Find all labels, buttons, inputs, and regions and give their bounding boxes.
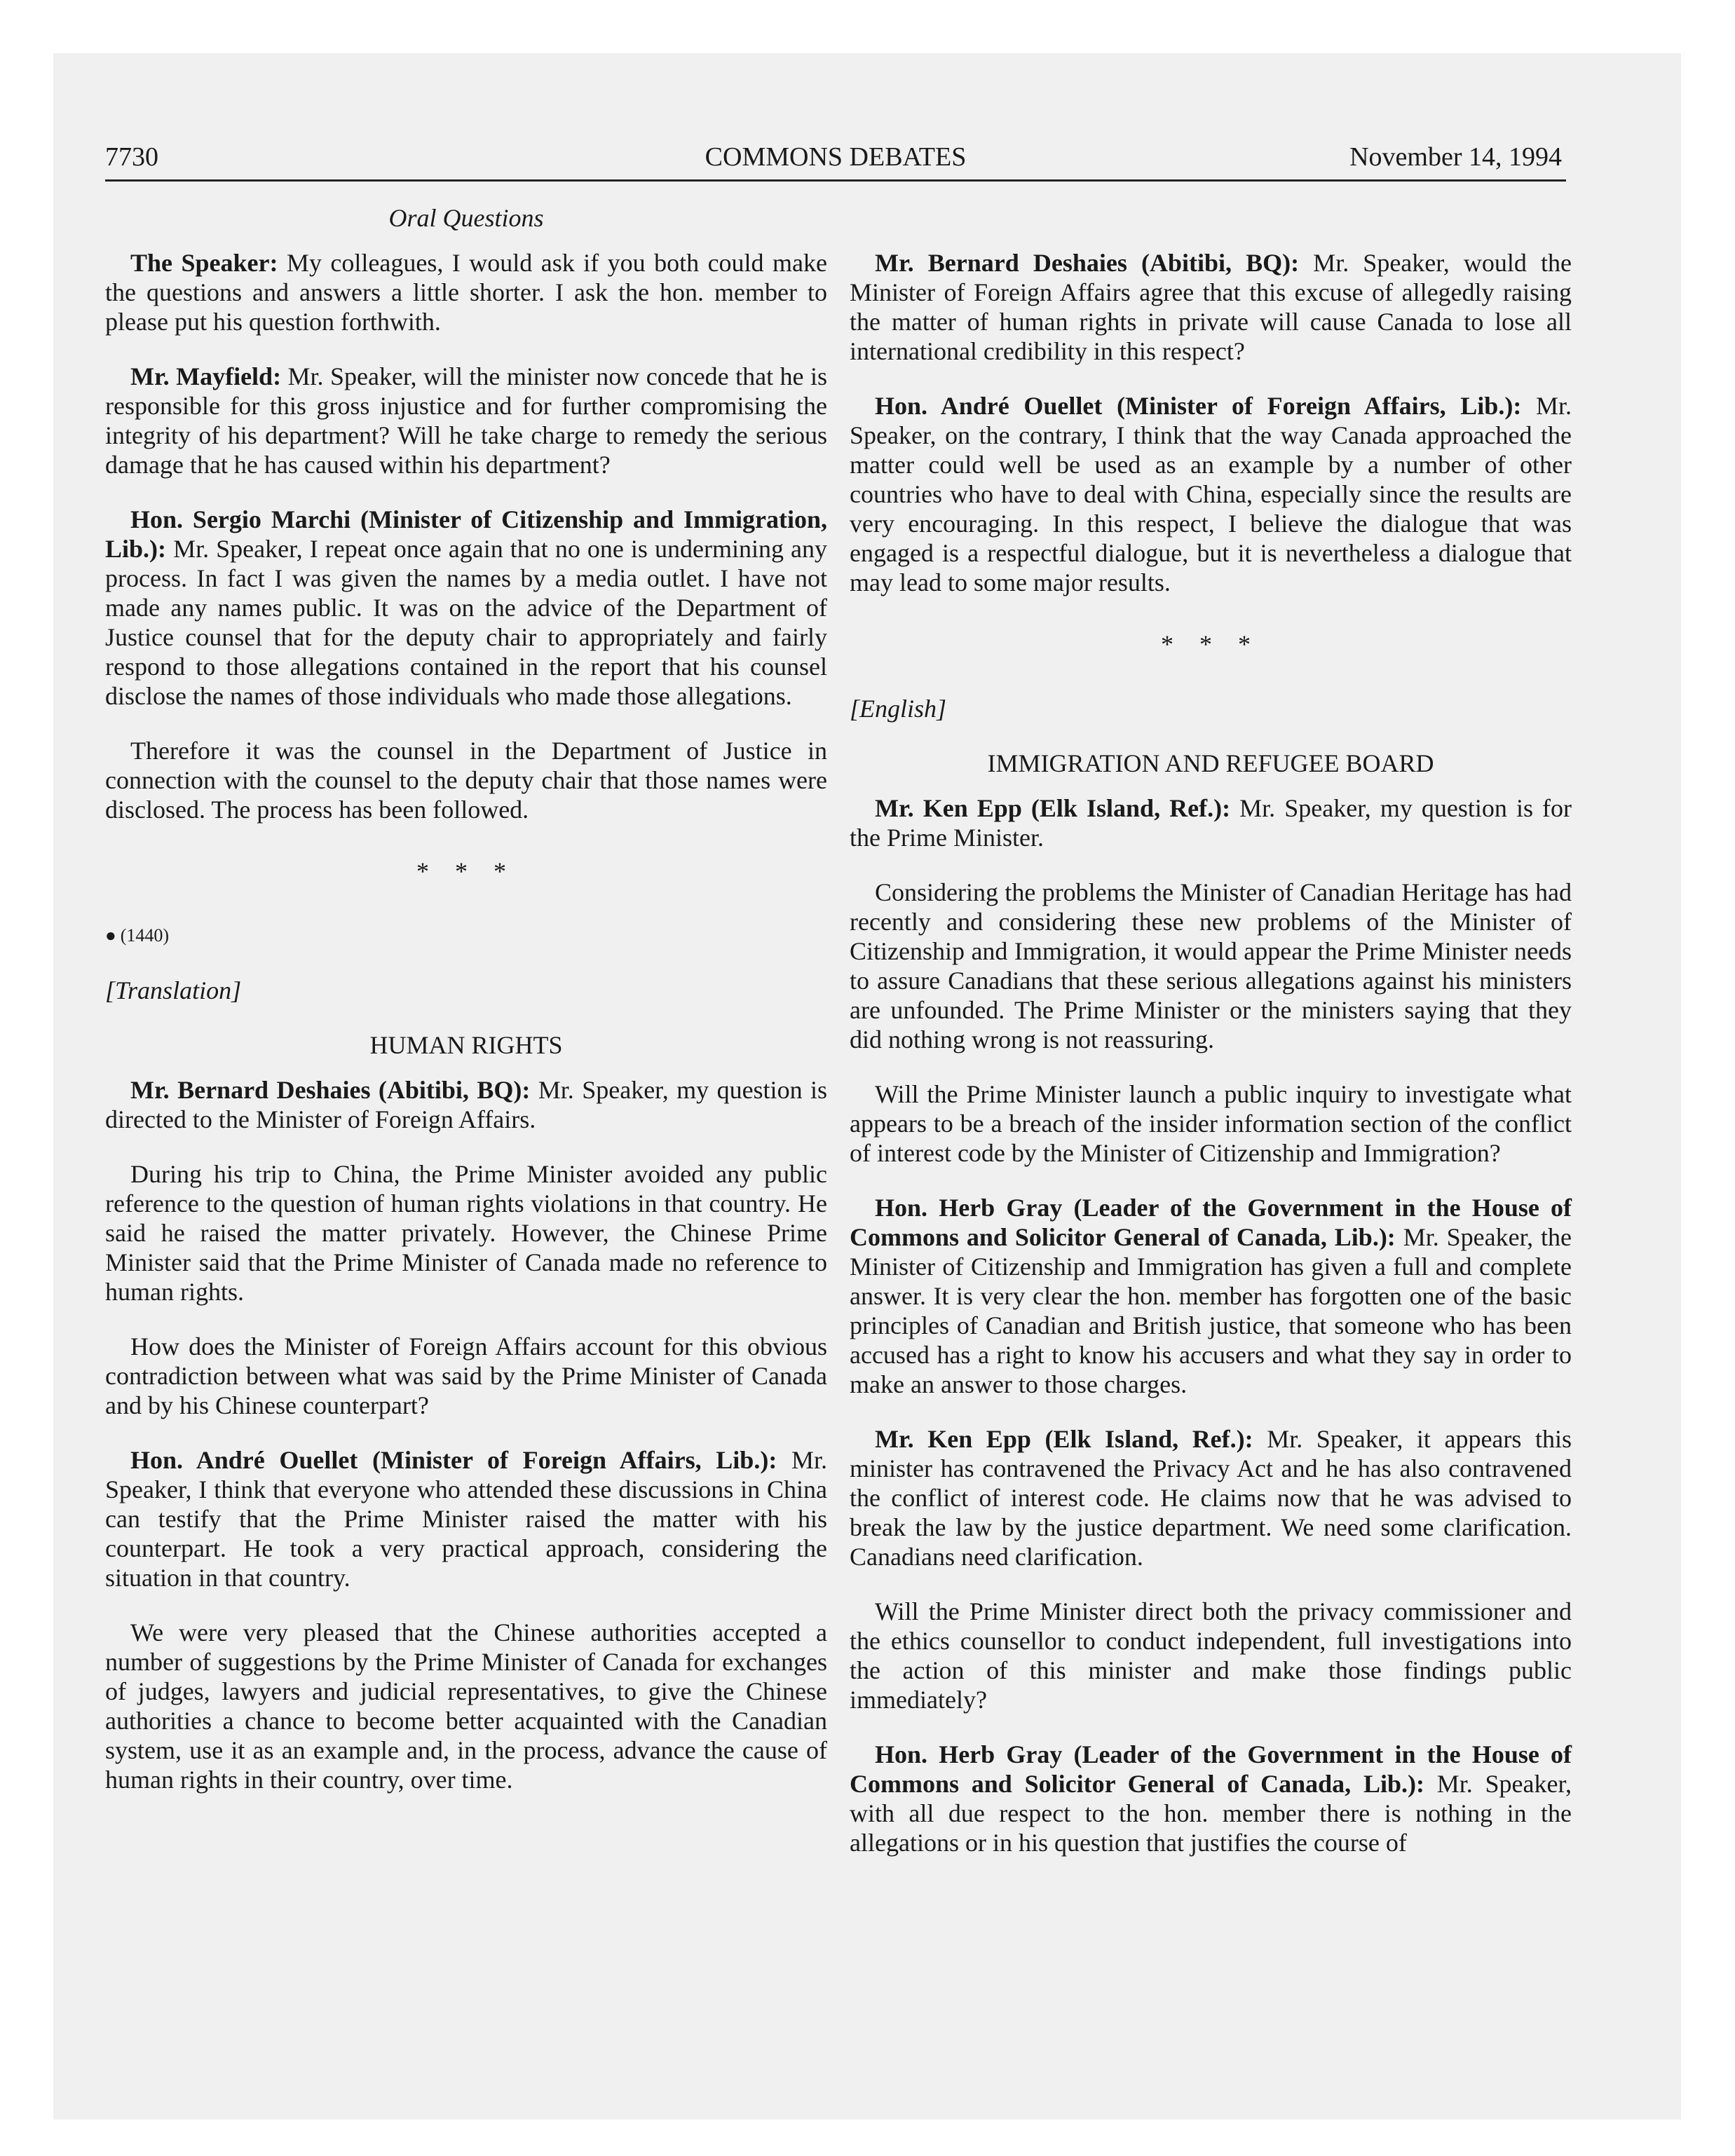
publication-title: COMMONS DEBATES [705,142,967,172]
page-header [105,137,1566,182]
speaker-name: Hon. André Ouellet (Minister of Foreign Affairs, Lib.): [875,392,1522,420]
speaker-name: Hon. Herb Gray (Leader of the Government in the House of Commons and Solicitor General of Canada, Lib.): [850,1740,1572,1798]
paragraph [105,362,827,479]
paragraph [105,1445,827,1592]
right-column [850,203,1572,1883]
section-heading: HUMAN RIGHTS [369,1031,563,1059]
speech-text: Mr. Speaker, on the contrary, I think that the way Canada approached the matter could well be used as an example by a number of other countries who have to deal with China, especially since the results are very encouraging. In this respect, I believe the dialogue that was engaged is a respectful dialogue, but it is nevertheless a dialogue that may lead to some major results. [850,392,1572,596]
paragraph [850,1740,1572,1857]
section-label: Oral Questions [388,204,544,232]
paragraph: How does the Minister of Foreign Affairs account for this obvious contradiction between what was said by the Prime Minister of Canada and by his Chinese counterpart? [105,1332,827,1419]
page-number: 7730 [105,142,158,172]
speaker-name: Hon. Herb Gray (Leader of the Government in the House of Commons and Solicitor General of Canada, Lib.): [850,1194,1572,1251]
speaker-name: Mr. Bernard Deshaies (Abitibi, BQ): [875,249,1300,277]
speech-text: Mr. Speaker, it appears this minister has contravened the Privacy Act and he has also contravened the conflict of interest code. He claims now that he was advised to break the law by the justice department. We need some clarification. Canadians need clarification. [850,1425,1572,1571]
speech-text: Mr. Speaker, with all due respect to the hon. member there is nothing in the allegations or in his question that justifies the course of [850,1770,1572,1857]
speech-text: Mr. Speaker, I repeat once again that no one is undermining any process. In fact I was given the names by a media outlet. I have not made any names public. It was on the advice of the Department of Justice counsel that for the deputy chair to appropriately and fairly respond to those allegations contained in the report that his counsel disclose the names of those individuals who made those allegations. [105,535,827,710]
speaker-name: The Speaker: [130,249,278,277]
time-marker [105,921,827,950]
speech-text: My colleagues, I would ask if you both could make the questions and answers a little shorter. I ask the hon. member to please put his question forthwith. [105,249,827,336]
speaker-name: Hon. Sergio Marchi (Minister of Citizenship and Immigration, Lib.): [105,505,827,563]
paragraph [850,793,1572,852]
speaker-name: Mr. Ken Epp (Elk Island, Ref.): [875,1425,1253,1453]
paragraph [850,1424,1572,1571]
paragraph: During his trip to China, the Prime Minister avoided any public reference to the question of human rights violations in that country. He said he raised the matter privately. However, the Chinese Prime Minister said that the Prime Minister of Canada made no reference to human rights. [105,1160,827,1306]
time-text: (1440) [120,925,170,946]
section-separator: * * * [416,857,516,885]
section-heading: IMMIGRATION AND REFUGEE BOARD [987,749,1434,777]
speaker-name: Mr. Mayfield: [130,362,282,390]
paragraph: Will the Prime Minister launch a public inquiry to investigate what appears to be a breach of the insider information section of the conflict of interest code by the Minister of Citizenship and Immigration? [850,1080,1572,1167]
speech-text: Mr. Speaker, will the minister now concede that he is responsible for this gross injustice and for further compromising the integrity of his department? Will he take charge to remedy the serious damage that he has caused within his department? [105,362,827,479]
paragraph: Will the Prime Minister direct both the privacy commissioner and the ethics counsellor to conduct independent, full investigations into the action of this minister and make those findings public immediately? [850,1597,1572,1714]
paragraph [850,1193,1572,1399]
speech-text: Mr. Speaker, my question is directed to the Minister of Foreign Affairs. [105,1076,827,1133]
paragraph [105,1075,827,1134]
publication-date: November 14, 1994 [1349,142,1562,172]
left-column [105,203,827,1820]
speech-text: Mr. Speaker, I think that everyone who attended these discussions in China can testify that the Prime Minister raised the matter with his counterpart. He took a very practical approach, considering the situation in that country. [105,1446,827,1592]
paragraph [850,391,1572,597]
paragraph [105,248,827,336]
translation-tag: [Translation] [105,976,242,1004]
speaker-name: Mr. Bernard Deshaies (Abitibi, BQ): [130,1076,531,1104]
speaker-name: Mr. Ken Epp (Elk Island, Ref.): [875,794,1231,822]
paragraph: Considering the problems the Minister of Canadian Heritage has had recently and considering these new problems of the Minister of Citizenship and Immigration, it would appear the Prime Minister needs to assure Canadians that these serious allegations against his ministers are unfounded. The Prime Minister or the ministers saying that they did nothing wrong is not reassuring. [850,878,1572,1053]
bullet-icon: ● [105,925,116,946]
section-separator: * * * [1161,630,1260,658]
speech-text: Mr. Speaker, the Minister of Citizenship and Immigration has given a full and complete answer. It is very clear the hon. member has forgotten one of the basic principles of Canadian and British justice, that someone who has been accused has a right to know his accusers and what they say in order to make an answer to those charges. [850,1223,1572,1398]
paragraph [105,505,827,711]
paragraph: We were very pleased that the Chinese authorities accepted a number of suggestions by the Prime Minister of Canada for exchanges of judges, lawyers and judicial representatives, to give the Chinese authorities a chance to become better acquainted with the Canadian system, use it as an example and, in the process, advance the cause of human rights in their country, over time. [105,1618,827,1794]
speaker-name: Hon. André Ouellet (Minister of Foreign Affairs, Lib.): [130,1446,777,1474]
paragraph [850,248,1572,366]
speech-text: Mr. Speaker, would the Minister of Foreign Affairs agree that this excuse of allegedly raising the matter of human rights in private will cause Canada to lose all international credibility in this respect? [850,249,1572,365]
speech-text: Mr. Speaker, my question is for the Prime Minister. [850,794,1572,852]
paragraph: Therefore it was the counsel in the Department of Justice in connection with the counsel to the deputy chair that those names were disclosed. The process has been followed. [105,737,827,824]
english-tag: [English] [850,695,947,723]
